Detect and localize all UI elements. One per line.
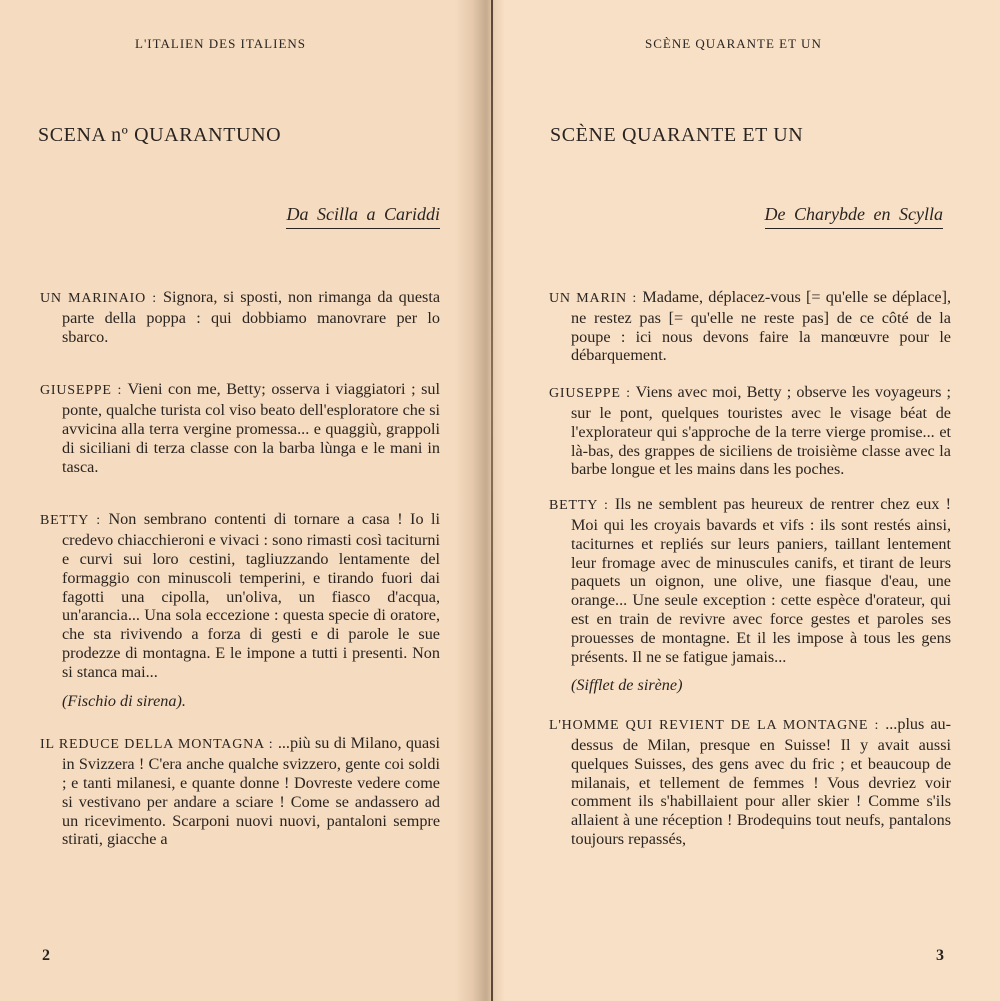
speaker-name: IL REDUCE DELLA MONTAGNA : (40, 737, 274, 753)
right-paragraph-giuseppe (549, 383, 951, 479)
left-running-head: L'ITALIEN DES ITALIENS (135, 36, 307, 51)
book-spine (491, 0, 493, 1001)
speaker-name: UN MARIN : (549, 291, 638, 306)
right-text-column (549, 288, 951, 849)
dialogue-text: Madame, déplacez-vous [= qu'elle se déplace], ne restez pas [= qu'elle ne reste pas] de ce côté de la poupe : ici nous devons faire la manœuvre pour le débarquement. (571, 288, 952, 365)
left-stage-direction: (Fischio di sirena). (62, 691, 186, 710)
left-page (0, 0, 490, 1001)
dialogue-text: Non sembrano contenti di tornare a casa ! Io li credevo chiacchieroni e vivaci : sono rimasti così taciturni e curvi sui loro cestini, tagliuzzando lentamente del formaggio con minuscoli temperini, e tirando fuori dai fagotti una cipolla, un'oliva, un fiasco d'acqua, un'arancia... Una sola eccezione : questa specie di oratore, che sta rivivendo a forza di gesti e di parole le sue prodezze di montagna. E le impone a tutti i presenti. Non si stanca mai... (62, 510, 441, 681)
left-paragraph-reduce (40, 734, 440, 849)
left-subtitle: Da Scilla a Cariddi (286, 204, 440, 229)
left-text-column (40, 288, 440, 849)
right-page-number: 3 (936, 947, 944, 964)
dialogue-text: Ils ne semblent pas heureux de rentrer chez eux ! Moi qui les croyais bavards et vifs : ils sont restés ainsi, taciturnes et repliés sur leurs paniers, taillant lentement leur fromage avec de minuscules canifs, et tirant de leurs paquets un oignon, une olive, une fiasque d'eau, une orange... Une seule exception : cette espèce d'orateur, qui est en train de revivre avec force gestes et paroles ses prouesses de montagne. Et il les impose à tous les gens présents. Il ne se fatigue jamais... (571, 495, 951, 666)
dialogue-text: Signora, si sposti, non rimanga da questa parte della poppa : qui dobbiamo manovrare per lo sbarco. (62, 288, 441, 346)
left-paragraph-betty (40, 510, 440, 681)
speaker-name: BETTY : (40, 513, 101, 529)
dialogue-text: ...plus au-dessus de Milan, presque en Suisse! Il y avait aussi quelques Suisses, des gens avec du fric ; et beaucoup de milanais, et tellement de femmes ! Vous devriez voir comment ils s'habillaient pour aller skier ! Comme s'ils allaient à une réception ! Brodequins tout neufs, pantalons toujours repassés, (571, 715, 951, 848)
left-scene-title: SCENA nº QUARANTUNO (38, 124, 282, 146)
dialogue-text: Viens avec moi, Betty ; observe les voyageurs ; sur le pont, quelques touristes avec le visage béat de l'explorateur qui s'approche de la terre vierge promise... et là-bas, des grappes de siciliens de troisième classe avec la barbe longue et les mains dans les poches. (571, 383, 951, 479)
dialogue-text: Vieni con me, Betty; osserva i viaggiatori ; sul ponte, qualche turista col viso beato dell'esploratore che si avvicina alla terra vergine promessa... e quaggiù, grappoli di siciliani di terza classe con la barba lùnga e le mani in tasca. (62, 380, 441, 476)
speaker-name: UN MARINAIO : (40, 291, 157, 306)
left-paragraph-giuseppe (40, 380, 440, 476)
right-running-head: SCÈNE QUARANTE ET UN (645, 36, 822, 51)
speaker-name: GIUSEPPE : (549, 386, 631, 402)
left-page-number: 2 (42, 947, 50, 964)
speaker-name: L'HOMME QUI REVIENT DE LA MONTAGNE : (549, 718, 880, 734)
left-paragraph-marinaio (40, 288, 440, 346)
right-subtitle: De Charybde en Scylla (765, 204, 943, 229)
right-paragraph-betty (549, 495, 951, 666)
speaker-name: BETTY : (549, 498, 609, 514)
book-gutter-shadow (455, 0, 505, 1001)
dialogue-text: ...più su di Milano, quasi in Svizzera ! C'era anche qualche svizzero, gente coi soldi ; e tanti milanesi, e quante donne ! Dovreste vedere come si vestivano per andare a sciare ! Come se andassero ad un ricevimento. Scarponi nuovi nuovi, pantaloni sempre stirati, giacche a (62, 734, 441, 849)
right-paragraph-marin (549, 288, 951, 365)
speaker-name: GIUSEPPE : (40, 383, 123, 399)
right-paragraph-homme (549, 715, 951, 849)
right-page (490, 0, 1000, 1001)
right-scene-title: SCÈNE QUARANTE ET UN (550, 124, 804, 146)
right-stage-direction: (Sifflet de sirène) (571, 676, 683, 695)
